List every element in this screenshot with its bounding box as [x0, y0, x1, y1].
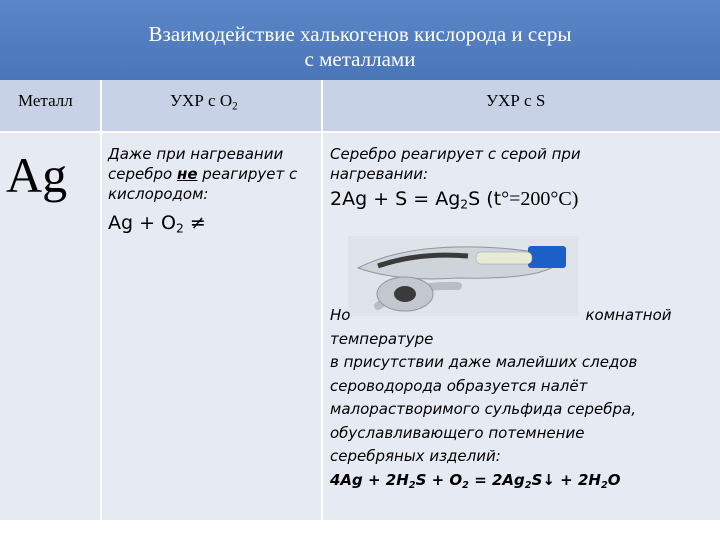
column-header-metal: Металл: [18, 91, 73, 110]
room-temperature-paragraph: [330, 304, 710, 492]
para-line-6: обуславливающего потемнение: [330, 423, 585, 442]
s-equation: $2Ag + S = Ag_2S$ (t°=200°C): [330, 188, 579, 212]
o2-equation: $Ag + O_2$ ≠: [108, 212, 206, 236]
column-header-o2: УХР с $О_2$: [170, 91, 238, 113]
para-line-7: серебряных изделий:: [330, 447, 501, 465]
s-description: Серебро реагирует с серой при нагревании:: [330, 145, 581, 183]
column-header-row: [0, 80, 720, 132]
row-divider: [0, 131, 720, 133]
para-line-4: сероводорода образуется налёт: [330, 376, 588, 395]
tarnish-equation: $4Ag + 2H_2S + O_2$ = $2Ag_2S↓ + 2H_2O$: [330, 470, 621, 491]
para-line-5: малорастворимого сульфида серебра,: [330, 400, 636, 418]
slide-title: [0, 0, 720, 80]
para-line-1: Но комнатной: [330, 306, 672, 324]
para-line-3: в присутствии даже малейших следов: [330, 353, 638, 371]
column-divider-1: [100, 80, 102, 520]
o2-description: Даже при нагревании серебро не реагирует с кислородом:: [108, 145, 298, 203]
para-line-2: температуре: [330, 329, 434, 348]
column-header-s: УХР с S: [486, 91, 546, 110]
metal-symbol: Ag: [6, 147, 68, 203]
emphasis-not: не: [176, 165, 198, 183]
title-line-2: с металлами: [304, 47, 416, 71]
title-line-1: Взаимодействие халькогенов кислорода и серы: [148, 22, 572, 46]
